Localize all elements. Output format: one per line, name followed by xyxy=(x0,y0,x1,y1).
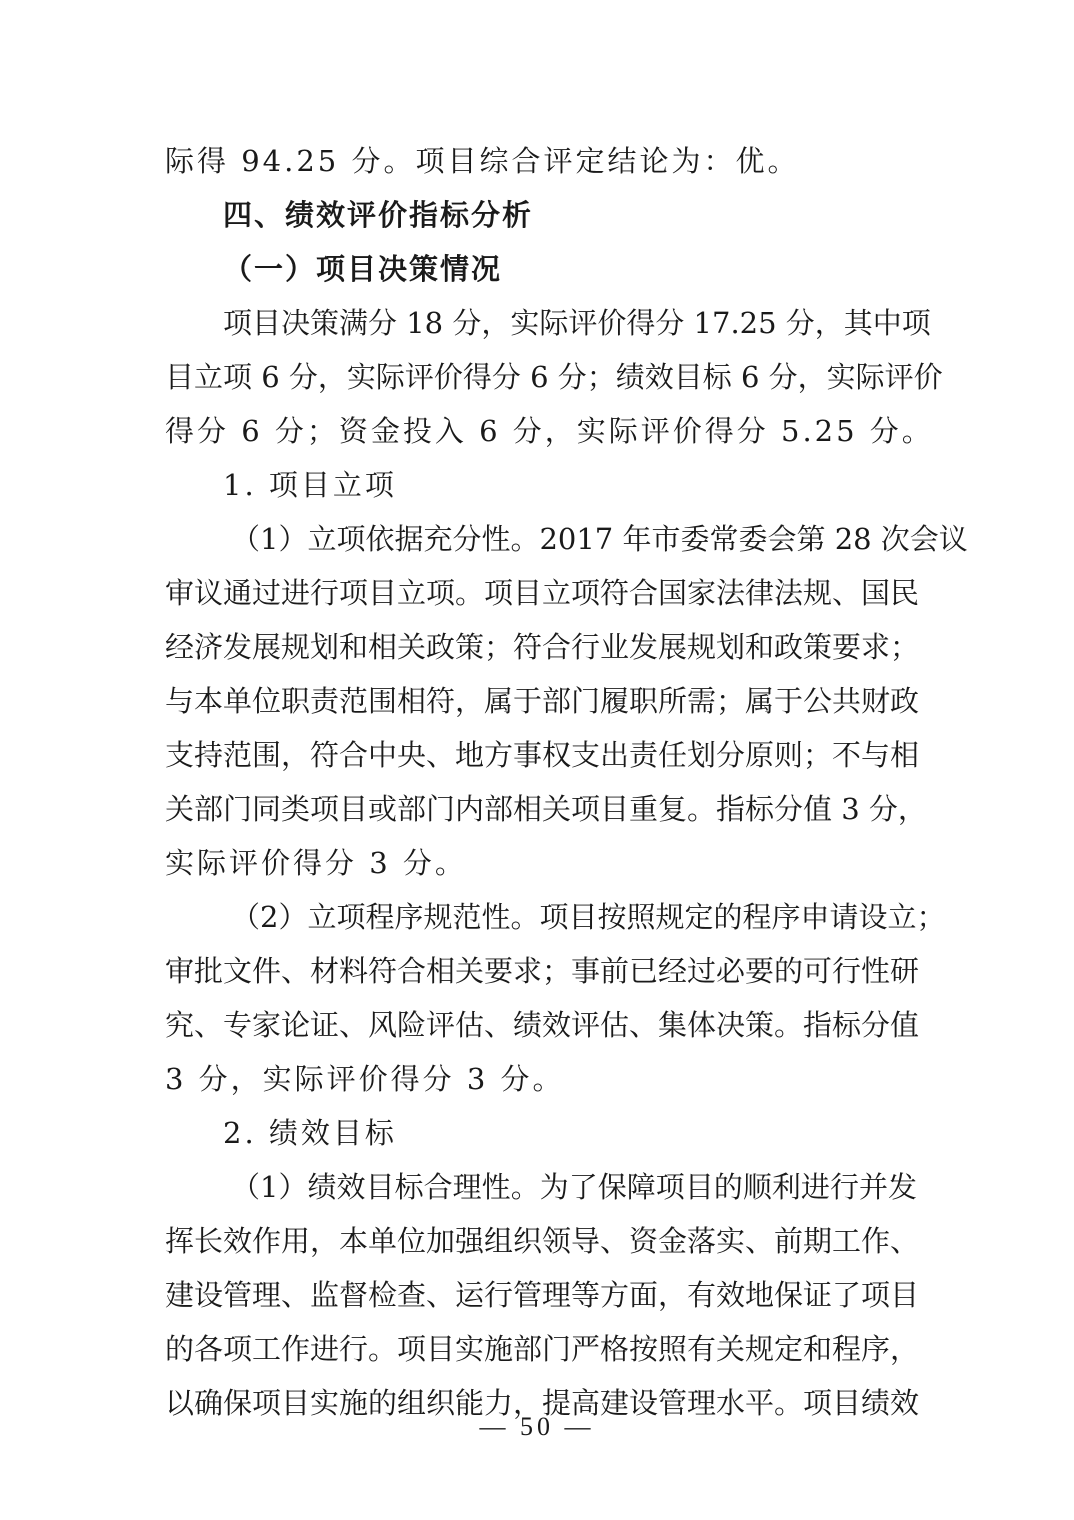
paragraph-line: 与本单位职责范围相符，属于部门履职所需；属于公共财政 xyxy=(165,684,920,718)
item-heading: 1. 项目立项 xyxy=(223,468,397,502)
paragraph-line: （1）立项依据充分性。2017 年市委常委会第 28 次会议 xyxy=(231,522,968,556)
paragraph-line: 关部门同类项目或部门内部相关项目重复。指标分值 3 分， xyxy=(165,792,927,826)
paragraph-line: 审批文件、材料符合相关要求；事前已经过必要的可行性研 xyxy=(165,954,920,988)
paragraph-line: 建设管理、监督检查、运行管理等方面，有效地保证了项目 xyxy=(165,1278,920,1312)
paragraph-line: 挥长效作用，本单位加强组织领导、资金落实、前期工作、 xyxy=(165,1224,920,1258)
paragraph-line: 际得 94.25 分。项目综合评定结论为：优。 xyxy=(165,144,800,178)
paragraph-line: 目立项 6 分，实际评价得分 6 分；绩效目标 6 分，实际评价 xyxy=(165,360,943,394)
paragraph-line: （2）立项程序规范性。项目按照规定的程序申请设立； xyxy=(231,900,946,934)
paragraph-line: 得分 6 分；资金投入 6 分，实际评价得分 5.25 分。 xyxy=(165,414,934,448)
paragraph-line: 究、专家论证、风险评估、绩效评估、集体决策。指标分值 xyxy=(165,1008,920,1042)
paragraph-line: 的各项工作进行。项目实施部门严格按照有关规定和程序， xyxy=(165,1332,920,1366)
paragraph-line: 支持范围，符合中央、地方事权支出责任划分原则；不与相 xyxy=(165,738,920,772)
paragraph-line: 实际评价得分 3 分。 xyxy=(165,846,467,880)
paragraph-line: 以确保项目实施的组织能力，提高建设管理水平。项目绩效 xyxy=(165,1386,920,1420)
paragraph-line: 经济发展规划和相关政策；符合行业发展规划和政策要求； xyxy=(165,630,920,664)
paragraph-line: 3 分，实际评价得分 3 分。 xyxy=(165,1062,565,1096)
paragraph-line: 审议通过进行项目立项。项目立项符合国家法律法规、国民 xyxy=(165,576,920,610)
section-heading: 四、绩效评价指标分析 xyxy=(223,198,534,232)
item-heading: 2. 绩效目标 xyxy=(223,1116,397,1150)
document-body xyxy=(165,134,968,1430)
page-number: — 50 — xyxy=(479,1412,595,1441)
subsection-heading: （一）项目决策情况 xyxy=(223,252,503,286)
paragraph-line: （1）绩效目标合理性。为了保障项目的顺利进行并发 xyxy=(231,1170,917,1204)
paragraph-line: 项目决策满分 18 分，实际评价得分 17.25 分，其中项 xyxy=(223,306,931,340)
